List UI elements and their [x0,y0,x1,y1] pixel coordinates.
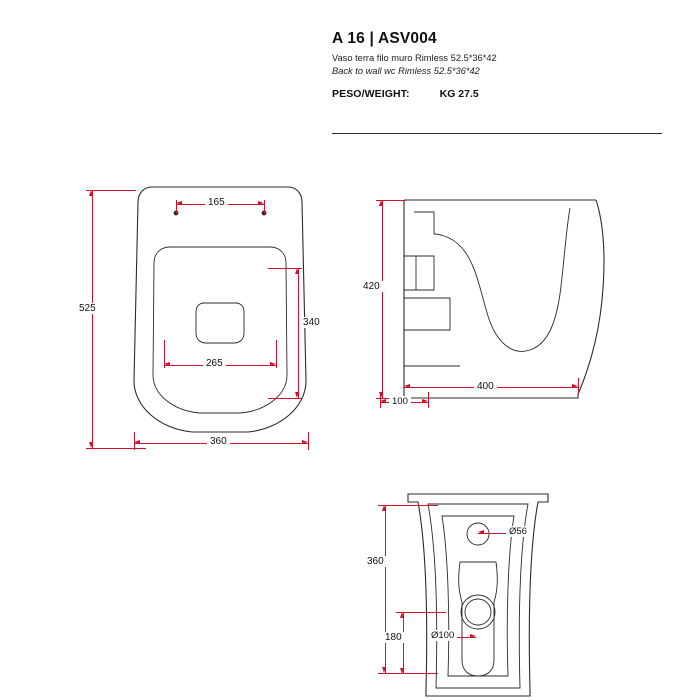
dim-165: 165 [205,197,228,208]
dim-ext-left-360 [134,432,135,450]
dim-ext-bottom-525 [86,448,146,449]
product-description [332,52,662,77]
dim-d100: Ø100 [428,630,457,641]
dim-ext-bolt-right [264,200,265,214]
dim-arrow-down-180 [400,668,404,674]
weight-label: PESO/WEIGHT: [332,88,410,101]
dim-ext-bottom-340 [268,398,302,399]
product-description-it: Vaso terra filo muro Rimless 52.5*36*42 [332,53,497,63]
dim-arrow-left-400 [404,384,410,388]
dim-360-bottom: 360 [364,556,387,567]
product-description-en: Back to wall wc Rimless 52.5*36*42 [332,65,480,76]
dim-340: 340 [300,317,323,328]
dim-420: 420 [360,281,383,292]
dim-line-360-bottom [385,505,386,673]
header-divider [332,133,662,134]
dim-ext-left-100 [380,394,381,408]
dim-360-top: 360 [207,436,230,447]
dim-ext-top-525 [86,190,136,191]
weight-value: KG 27.5 [439,88,479,101]
side-view-drawing [390,190,620,405]
dim-ext-left-265 [164,340,165,368]
dim-ext-top-340 [268,268,302,269]
dim-ext-top-420 [376,200,406,201]
page-title: A 16 | ASV004 [332,30,437,47]
dim-180: 180 [382,632,405,643]
dim-100: 100 [389,396,411,407]
dim-line-180 [403,612,404,674]
dim-ext-right-265 [276,340,277,368]
dim-line-height-525 [92,190,93,448]
dim-ext-bolt-left [176,200,177,214]
dim-525: 525 [76,303,99,314]
dim-line-height-340 [298,268,299,398]
dim-ext-bottom-360b [378,673,438,674]
leader-arrow-d100 [470,634,476,638]
dim-ext-top-360b [378,505,438,506]
product-header [332,30,662,100]
weight-row [332,88,662,100]
bottom-view-drawing [398,490,558,700]
dim-d56: Ø56 [506,526,530,537]
dim-265: 265 [203,358,226,369]
dim-ext-right-100 [428,392,429,408]
leader-arrow-d56 [478,530,484,534]
dim-line-420 [382,200,383,398]
dim-ext-right-400 [578,378,579,394]
dim-ext-top-180 [396,612,446,613]
dim-ext-right-360 [308,432,309,450]
dim-400: 400 [474,381,497,392]
